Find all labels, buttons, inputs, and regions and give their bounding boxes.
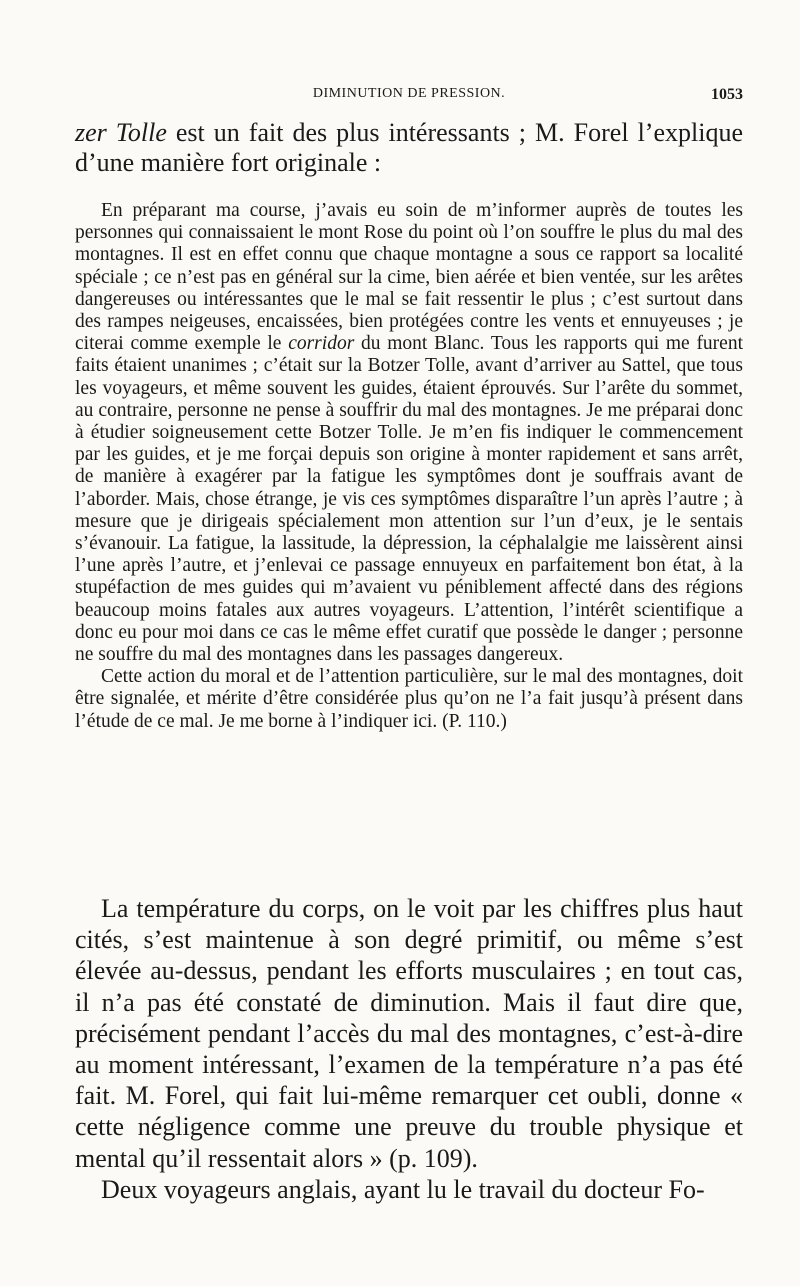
quote-p1-before: En préparant ma course, j’avais eu soin de m’informer auprès de toutes les personnes qui connaissaient le mont Rose du point où l’on souffre le plus du mal des montagnes. Il est en effet connu que chaque montagne a sous ce rapport sa localité spéciale ; ce n’est pas en général sur la cime, bien aérée et bien ventée, sur les arêtes dangereuses ou intéressantes que le mal se fait ressentir le plus ; c’est surtout dans des rampes neigeuses, encaissées, bien protégées contre les vents et ennuyeuses ; je citerai comme exemple le [75,200,743,355]
opening-italic: zer Tolle [75,118,167,147]
quote-paragraph-2: Cette action du moral et de l’attention particulière, sur le mal des montagnes, doit être signalée, et mérite d’être considérée plus qu’on ne l’a fait jusqu’à présent dans l’étude de ce mal. Je me borne à l’indiquer ici. (P. 110.) [75,666,743,732]
running-title: DIMINUTION DE PRESSION. [312,86,506,101]
page-number: 1053 [711,86,743,103]
main-text [75,893,743,1205]
main-paragraph-2: Deux voyageurs anglais, ayant lu le travail du docteur Fo- [101,1174,705,1204]
main-paragraph-1: La température du corps, on le voit par les chiffres plus haut cités, s’est maintenue à son degré primitif, ou même s’est élevée au-dessus, pendant les efforts musculaires ; en tout cas, il n’a pas été constaté de diminution. Mais il faut dire que, précisément pendant l’accès du mal des montagnes, c’est-à-dire au moment intéressant, l’examen de la température n’a pas été fait. M. Forel, qui fait lui-même remarquer cet oubli, donne « cette négligence comme une preuve du trouble physique et mental qu’il ressentait alors » (p. 109). [75,894,743,1173]
quote-p1-after: du mont Blanc. Tous les rapports qui me furent faits étaient unanimes ; c’était sur la Botzer Tolle, avant d’arriver au Sattel, que tous les voyageurs, et même souvent les guides, étaient éprouvés. Sur l’arête du sommet, au contraire, personne ne pense à souffrir du mal des montagnes. Je me préparai donc à étudier soigneusement cette Botzer Tolle. Je m’en fis indiquer le commencement par les guides, et je me forçai depuis son origine à monter rapidement et sans arrêt, de manière à exagérer par la fatigue les symptômes dont je souffrais avant de l’aborder. Mais, chose étrange, je vis ces symptômes disparaître l’un après l’autre ; à mesure que je dirigeais spécialement mon attention sur l’un d’eux, je le sentais s’évanouir. La fatigue, la lassitude, la dépression, la céphalalgie me laissèrent ainsi l’une après l’autre, et j’enlevai ce passage ennuyeux en parfaitement bon état, à la stupéfaction de mes guides qui m’avaient vu péniblement affecté dans des régions beaucoup moins fatales aux autres voyageurs. L’attention, l’intérêt scientifique a donc eu pour moi dans ce cas le même effet curatif que possède le danger ; personne ne souffre du mal des montagnes dans les passages dangereux. [75,333,744,666]
opening-paragraph [75,118,743,178]
block-quote [75,200,743,733]
quote-paragraph-1 [75,200,743,666]
running-head [75,86,743,108]
opening-text: est un fait des plus intéressants ; M. Forel l’explique d’une manière fort originale : [75,118,743,177]
quote-p1-italic: corridor [288,333,355,355]
